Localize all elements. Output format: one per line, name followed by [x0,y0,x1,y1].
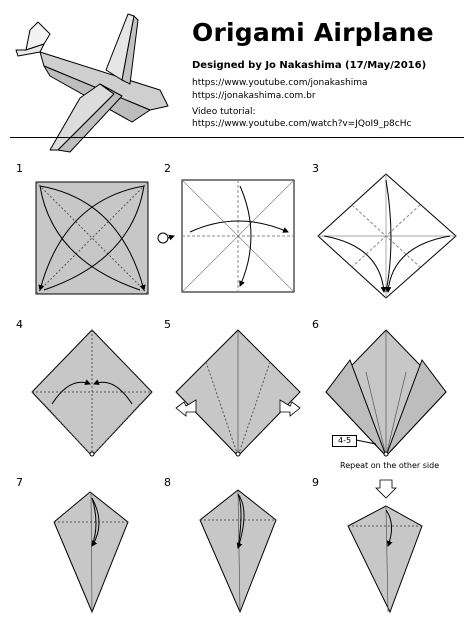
step-number-3: 3 [312,162,319,175]
step-number-6: 6 [312,318,319,331]
step-number-9: 9 [312,476,319,489]
step-number-5: 5 [164,318,171,331]
youtube-channel-link[interactable]: https://www.youtube.com/jonakashima [192,78,368,88]
page-title: Origami Airplane [192,18,434,47]
step-number-4: 4 [16,318,23,331]
step-reference-label: 4-5 [332,435,357,447]
step-number-7: 7 [16,476,23,489]
step-number-2: 2 [164,162,171,175]
step-8-diagram [200,490,276,612]
step-3-diagram [318,174,456,298]
step-9-diagram [348,480,422,612]
repeat-note: Repeat on the other side [340,461,440,470]
tutorial-video-link[interactable]: https://www.youtube.com/watch?v=JQoI9_p8cHc [192,119,412,129]
designer-credit: Designed by Jo Nakashima (17/May/2016) [192,60,427,71]
tutorial-label: Video tutorial: [192,107,256,117]
step-5-diagram [176,330,300,456]
step-number-1: 1 [16,162,23,175]
turn-over-icon [158,233,174,243]
step-1-diagram [36,182,148,294]
step-number-8: 8 [164,476,171,489]
step-7-diagram [54,492,128,612]
step-2-diagram [182,180,294,292]
step-4-diagram [32,330,152,456]
website-link[interactable]: https://jonakashima.com.br [192,91,316,101]
